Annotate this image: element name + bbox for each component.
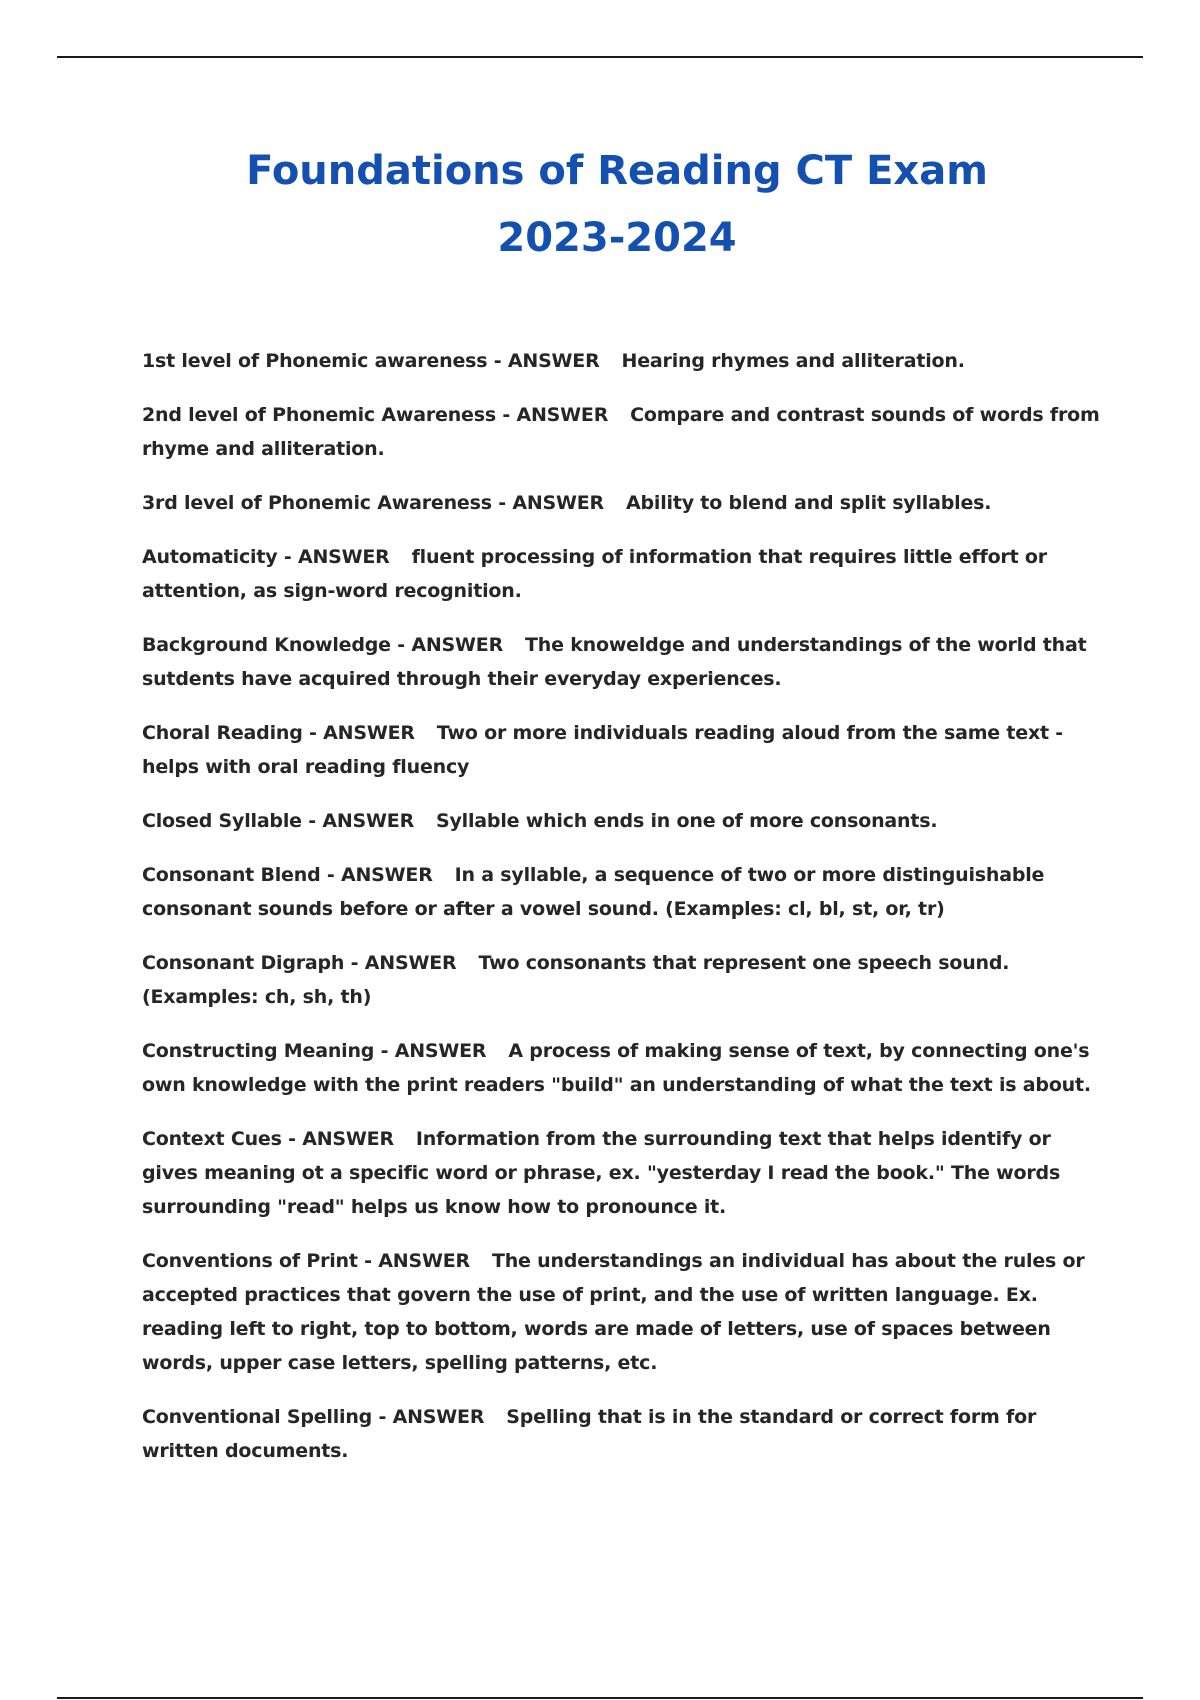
qa-entry xyxy=(142,1034,1102,1102)
qa-term: Context Cues - ANSWER xyxy=(142,1128,394,1150)
qa-entry xyxy=(142,398,1102,466)
qa-term: Choral Reading - ANSWER xyxy=(142,722,415,744)
qa-entry xyxy=(142,344,1102,378)
title-line-2: 2023-2024 xyxy=(497,215,737,261)
qa-entry xyxy=(142,804,1102,838)
qa-answer: Syllable which ends in one of more consonants. xyxy=(436,810,938,832)
qa-entry xyxy=(142,486,1102,520)
qa-entry xyxy=(142,716,1102,784)
qa-entry xyxy=(142,946,1102,1014)
qa-answer: Hearing rhymes and alliteration. xyxy=(621,350,965,372)
qa-list xyxy=(142,344,1102,1488)
qa-term: 2nd level of Phonemic Awareness - ANSWER xyxy=(142,404,609,426)
qa-term: Closed Syllable - ANSWER xyxy=(142,810,415,832)
qa-answer: fluent processing of information that requires little effort or attention, as sign-word recognition. xyxy=(142,546,1047,602)
qa-entry xyxy=(142,1122,1102,1224)
page-title xyxy=(0,138,1200,272)
qa-answer: The knoweldge and understandings of the world that sutdents have acquired through their everyday experiences. xyxy=(142,634,1087,690)
qa-answer: Two or more individuals reading aloud from the same text - helps with oral reading fluency xyxy=(142,722,1063,778)
qa-term: Background Knowledge - ANSWER xyxy=(142,634,504,656)
qa-term: Consonant Blend - ANSWER xyxy=(142,864,433,886)
qa-term: Automaticity - ANSWER xyxy=(142,546,390,568)
top-rule xyxy=(57,56,1143,58)
qa-entry xyxy=(142,540,1102,608)
qa-answer: Spelling that is in the standard or correct form for written documents. xyxy=(142,1406,1037,1462)
qa-entry xyxy=(142,1244,1102,1380)
qa-term: Conventions of Print - ANSWER xyxy=(142,1250,470,1272)
qa-term: Constructing Meaning - ANSWER xyxy=(142,1040,487,1062)
qa-term: 1st level of Phonemic awareness - ANSWER xyxy=(142,350,600,372)
qa-term: Consonant Digraph - ANSWER xyxy=(142,952,457,974)
qa-answer: In a syllable, a sequence of two or more distinguishable consonant sounds before or after a vowel sound. (Examples: cl, bl, st, or, tr) xyxy=(142,864,1045,920)
qa-term: Conventional Spelling - ANSWER xyxy=(142,1406,485,1428)
qa-answer: A process of making sense of text, by connecting one's own knowledge with the print readers "build" an understanding of what the text is about. xyxy=(142,1040,1091,1096)
qa-answer: Two consonants that represent one speech sound. (Examples: ch, sh, th) xyxy=(142,952,1010,1008)
qa-answer: The understandings an individual has about the rules or accepted practices that govern the use of print, and the use of written language. Ex. reading left to right, top to bottom, words are made of letters, use of spaces between words, upper case letters, spelling patterns, etc. xyxy=(142,1250,1085,1374)
qa-answer: Ability to blend and split syllables. xyxy=(625,492,992,514)
qa-term: 3rd level of Phonemic Awareness - ANSWER xyxy=(142,492,604,514)
qa-entry xyxy=(142,858,1102,926)
title-line-1: Foundations of Reading CT Exam xyxy=(246,148,988,194)
qa-entry xyxy=(142,628,1102,696)
bottom-rule xyxy=(57,1697,1143,1699)
qa-answer: Compare and contrast sounds of words from rhyme and alliteration. xyxy=(142,404,1100,460)
qa-answer: Information from the surrounding text that helps identify or gives meaning ot a specific word or phrase, ex. "yesterday I read the book." The words surrounding "read" helps us know how to pronounce it. xyxy=(142,1128,1061,1218)
qa-entry xyxy=(142,1400,1102,1468)
